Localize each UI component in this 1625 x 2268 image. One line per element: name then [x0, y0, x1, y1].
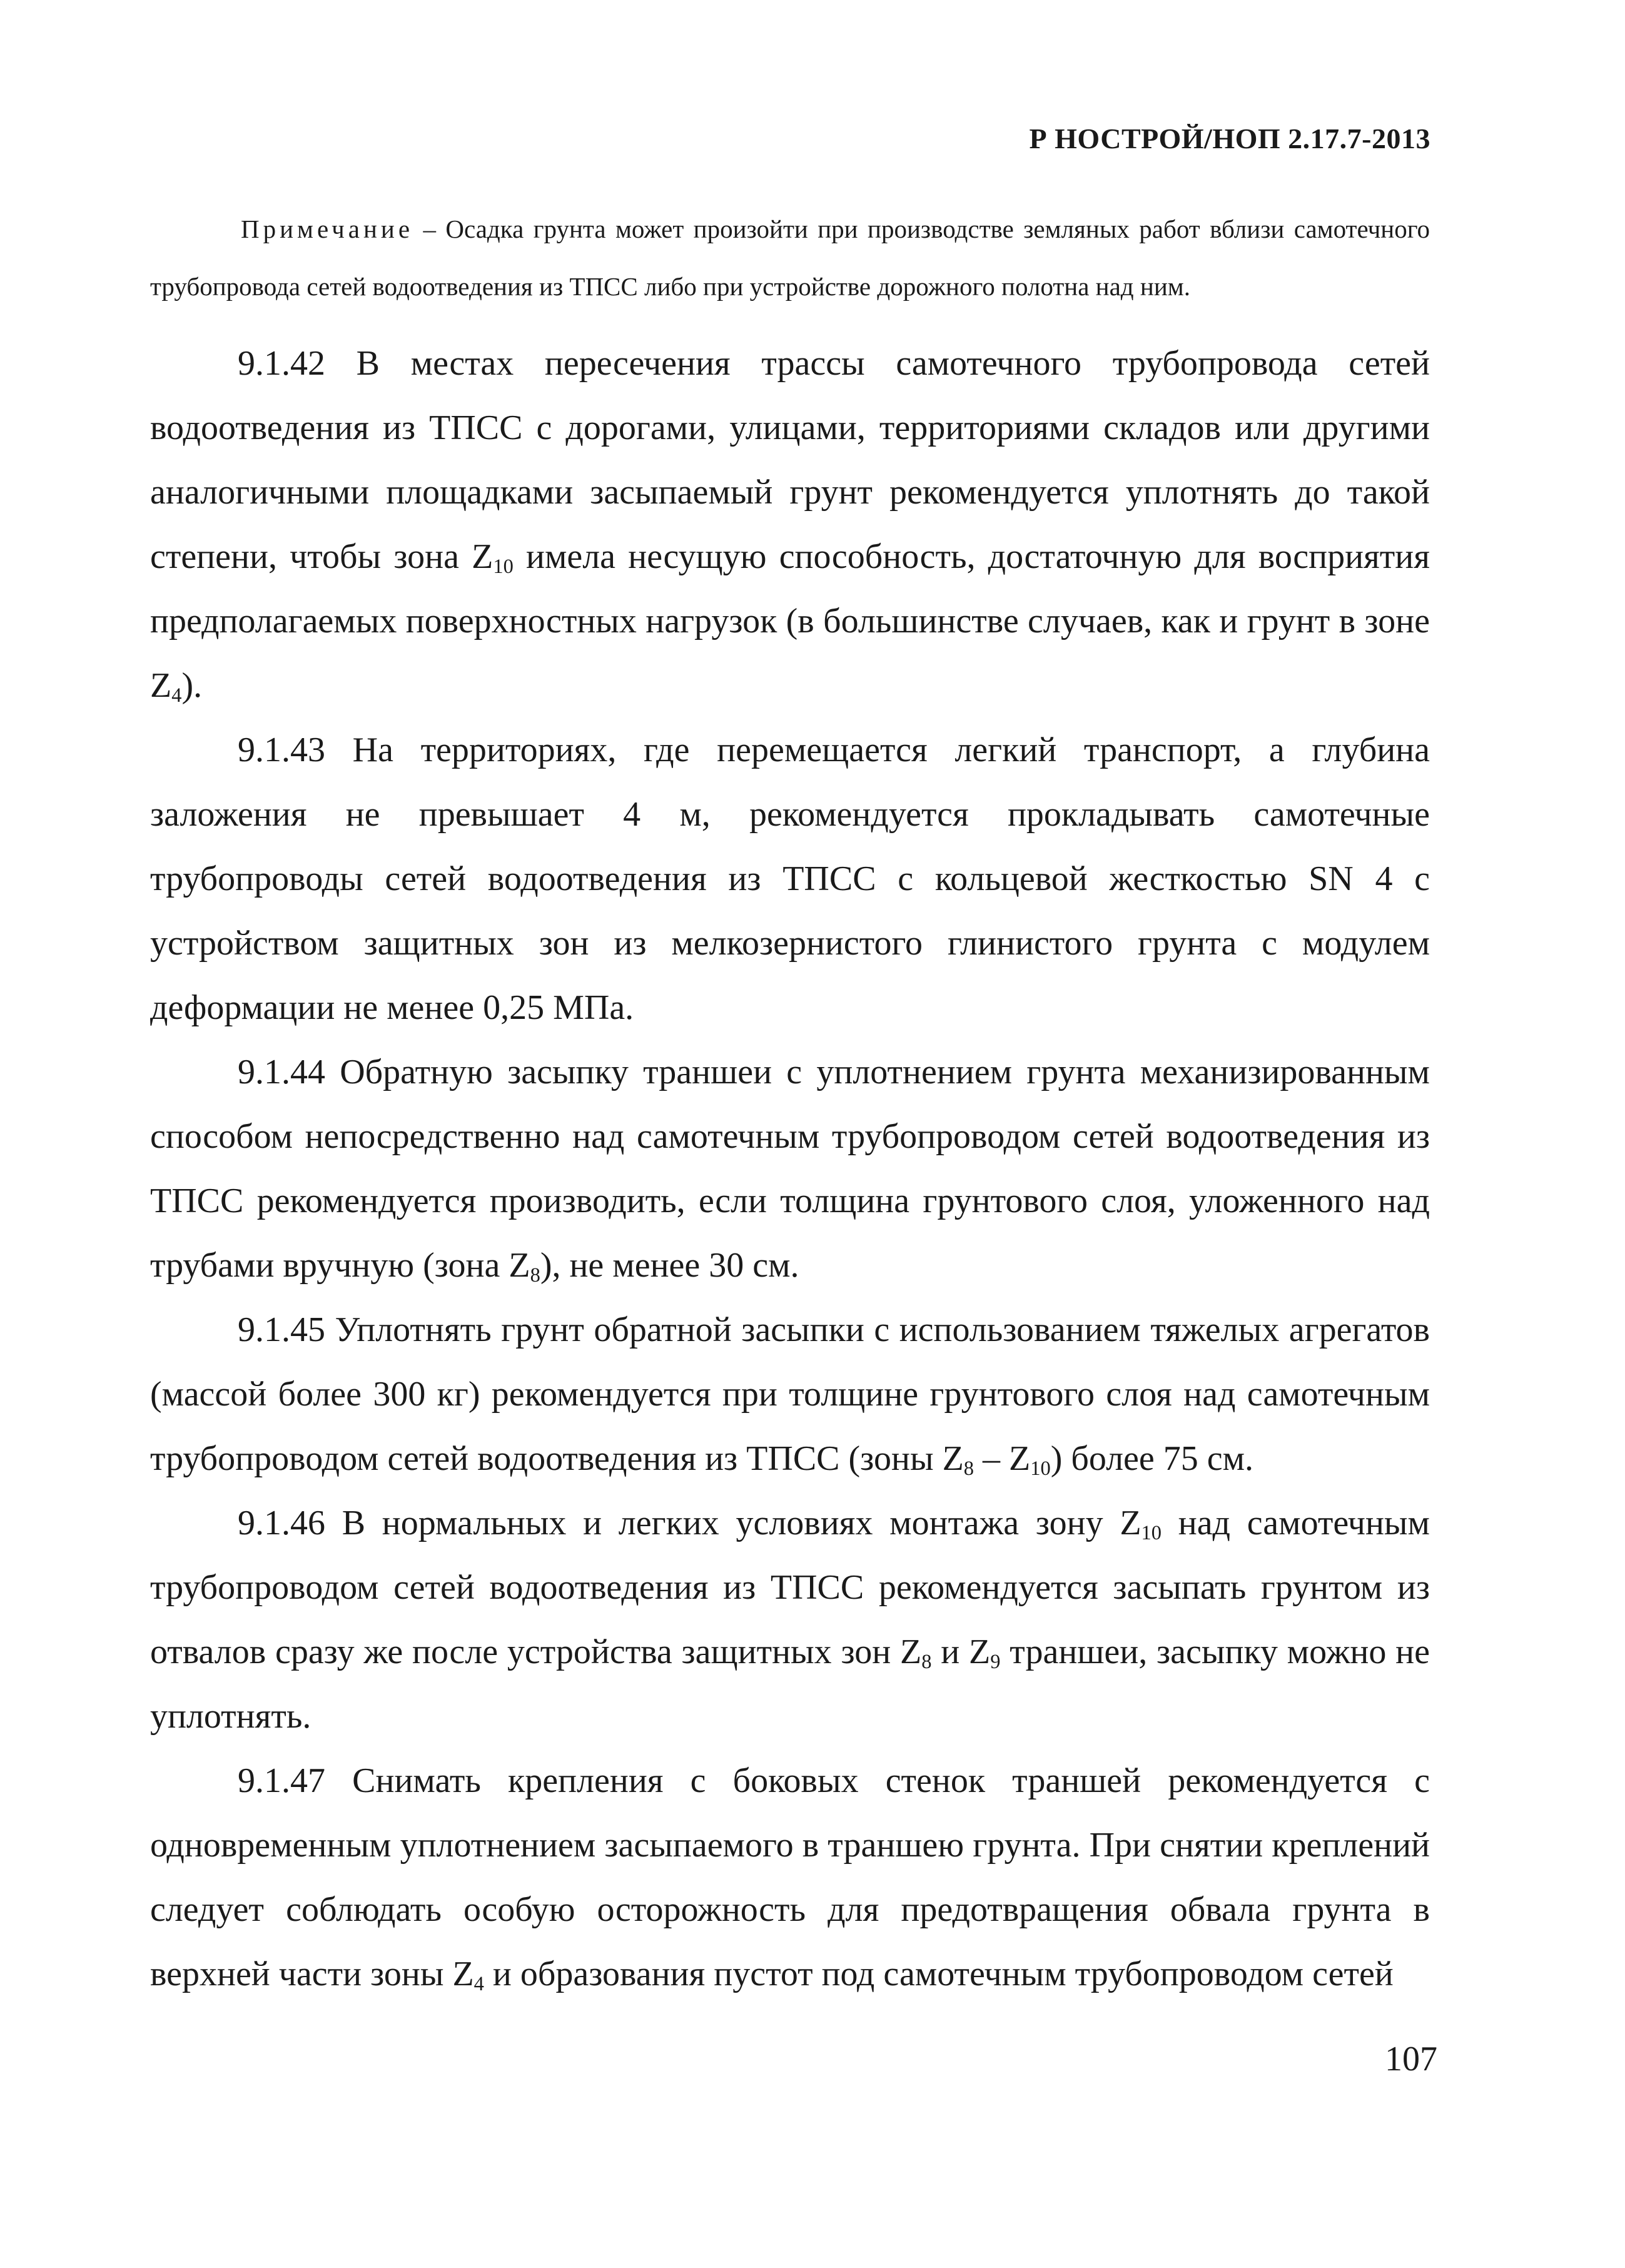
- paragraph-9-1-42: 9.1.42 В местах пересечения трассы самотечного трубопровода сетей водоотведения из ТПСС с дорогами, улицами, территориями складов или другими аналогичными площадками засыпаемый грунт рекомендуется уплотнять до такой степени, чтобы зона $Z_{10}$ имела несущую способность, достаточную для восприятия предполагаемых поверхностных нагрузок (в большинстве случаев, как и грунт в зоне $Z_4$).: [150, 344, 1430, 707]
- note-text: – Осадка грунта может произойти при производстве земляных работ вблизи самотечного трубопровода сетей водоотведения из ТПСС либо при устройстве дорожного полотна над ним.: [150, 215, 1430, 301]
- subscript: 9: [990, 1651, 1001, 1674]
- subscript: 4: [171, 684, 182, 707]
- subscript: 8: [530, 1264, 540, 1287]
- page-number: 107: [1385, 2040, 1437, 2078]
- paragraph-9-1-43: 9.1.43 На территориях, где перемещается легкий транспорт, а глубина заложения не превышает 4 м, рекомендуется прокладывать самотечные трубопроводы сетей водоотведения из ТПСС с кольцевой жесткостью SN 4 с устройством защитных зон из мелкозернистого глинистого грунта с модулем деформации не менее 0,25 МПа.: [150, 731, 1430, 1027]
- subscript: 8: [963, 1457, 974, 1481]
- subscript: 8: [921, 1651, 932, 1674]
- subscript: 4: [473, 1973, 484, 1996]
- note-paragraph: [150, 200, 1430, 315]
- paragraph-9-1-46: 9.1.46 В нормальных и легких условиях монтажа зону $Z_{10}$ над самотечным трубопроводом сетей водоотведения из ТПСС рекомендуется засыпать грунтом из отвалов сразу же после устройства защитных зон $Z_8$ и $Z_9$ траншеи, засыпку можно не уплотнять.: [150, 1504, 1430, 1736]
- subscript: 10: [1141, 1522, 1162, 1545]
- paragraph-9-1-45: 9.1.45 Уплотнять грунт обратной засыпки с использованием тяжелых агрегатов (массой более 300 кг) рекомендуется при толщине грунтового слоя над самотечным трубопроводом сетей водоотведения из ТПСС (зоны $Z_8 - Z_{10}$) более 75 см.: [150, 1310, 1430, 1481]
- note-label: Примечание: [241, 215, 414, 243]
- subscript: 10: [1030, 1457, 1051, 1481]
- body-text: [150, 332, 1430, 2007]
- paragraph-9-1-44: 9.1.44 Обратную засыпку траншеи с уплотнением грунта механизированным способом непосредственно над самотечным трубопроводом сетей водоотведения из ТПСС рекомендуется производить, если толщина грунтового слоя, уложенного над трубами вручную (зона $Z_8$), не менее 30 см.: [150, 1053, 1430, 1287]
- document-code-header: Р НОСТРОЙ/НОП 2.17.7-2013: [1029, 123, 1430, 154]
- paragraph-9-1-47: 9.1.47 Снимать крепления с боковых стенок траншей рекомендуется с одновременным уплотнением засыпаемого в траншею грунта. При снятии креплений следует соблюдать особую осторожность для предотвращения обвала грунта в верхней части зоны $Z_4$ и образования пустот под самотечным трубопроводом сетей: [150, 1761, 1430, 1996]
- subscript: 10: [493, 555, 514, 579]
